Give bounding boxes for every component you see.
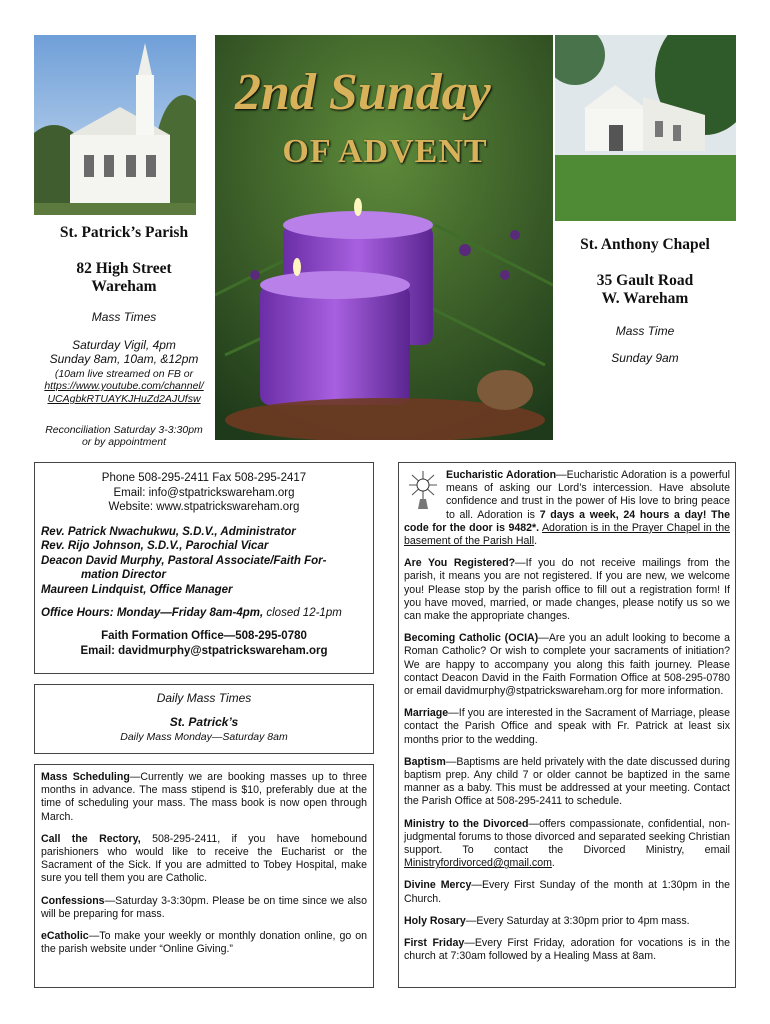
right-note-1: Becoming Catholic (OCIA)—Are you an adult looking to become a Roman Catholic? Or wish to complete your sacraments of initiation? We are happy to accompany you along this faith journey. Please contact Deacon David in the Faith Formation Office at 508-295-0780 or email davidmurphy@stpatrickswareham.org for more information. <box>404 632 730 698</box>
banner-title-line1: 2nd Sunday <box>235 64 491 121</box>
daily-mass-church: St. Patrick’s <box>169 715 239 729</box>
left-notes-list <box>41 771 367 956</box>
youtube-link[interactable]: https://www.youtube.com/channel/ UCAgbkRTUAYKJHuZd2AJUfsw <box>44 380 204 405</box>
live-stream-note: (10am live streamed on FB or <box>54 368 194 380</box>
right-notes-list <box>404 557 730 963</box>
right-note-7: First Friday—Every First Friday, adoration for vocations is in the church at 7:30am followed by a Healing Mass at 8am. <box>404 937 730 963</box>
right-note-5: Divine Mercy—Every First Sunday of the month at 1:30pm in the Church. <box>404 879 730 905</box>
reconciliation-line2: or by appointment <box>81 436 167 448</box>
left-note-3: eCatholic—To make your weekly or monthly donation online, go on the parish website under “Online Giving.” <box>41 930 367 956</box>
parish-address-town: Wareham <box>91 278 157 295</box>
right-notes-box <box>398 462 736 988</box>
chapel-mass-time-label: Mass Time <box>615 324 675 338</box>
staff-deacon-cont: mation Director <box>81 569 166 581</box>
mass-times-line2: Sunday 8am, 10am, &12pm <box>49 352 199 366</box>
st-patricks-church-photo <box>34 35 196 215</box>
left-notes-box <box>34 764 374 988</box>
right-note-2: Marriage—If you are interested in the Sacrament of Marriage, please contact the Parish Office and speak with Fr. Patrick at least six months prior to the wedding. <box>404 707 730 746</box>
staff-administrator: Rev. Patrick Nwachukwu, S.D.V., Administrator <box>41 525 296 538</box>
phone-fax: Phone 508-295-2411 Fax 508-295-2417 <box>101 472 307 484</box>
left-note-1: Call the Rectory, 508-295-2411, if you have homebound parishioners who would like to receive the Eucharist or the Sacrament of the Sick. If you are admitted to Tobey Hospital, make sure you tell them you are Catholic. <box>41 832 368 885</box>
note-eucharistic-adoration: Eucharistic Adoration—Eucharistic Adoration is a powerful means of asking our Lord’s intercession. Have absolute confidence and trust in the power of His love to bring peace to all. Adoration is 7 days a week, 24 hours a day! The code for the door is 9482*. Adoration is in the Prayer Chapel in the basement of the Parish Hall. <box>404 469 730 548</box>
office-email[interactable]: Email: info@stpatrickswareham.org <box>113 486 295 499</box>
st-anthony-chapel-photo <box>555 35 736 221</box>
reconciliation-line1: Reconciliation Saturday 3-3:30pm <box>45 424 203 436</box>
mass-times-line1: Saturday Vigil, 4pm <box>72 338 176 352</box>
staff-deacon: Deacon David Murphy, Pastoral Associate/Faith For- <box>41 554 327 567</box>
chapel-name: St. Anthony Chapel <box>580 236 710 253</box>
note-email-link[interactable]: Ministryfordivorced@gmail.com <box>404 857 552 870</box>
staff-vicar: Rev. Rijo Johnson, S.D.V., Parochial Vicar <box>41 540 269 552</box>
office-website[interactable]: Website: www.stpatrickswareham.org <box>108 501 300 513</box>
right-note-3: Baptism—Baptisms are held privately with the date discussed during baptism prep. Any child 7 or older cannot be baptized in the same manner as a baby. This must be addressed at your meeting. Contact the Parish Office at 508-295-2411 to schedule. <box>404 755 730 808</box>
advent-banner-image <box>215 35 553 440</box>
faith-formation-email[interactable]: Email: davidmurphy@stpatrickswareham.org <box>80 645 328 657</box>
office-contact-box <box>34 462 374 674</box>
daily-mass-times: Daily Mass Monday—Saturday 8am <box>120 731 288 743</box>
left-note-2: Confessions—Saturday 3-3:30pm. Please be on time since we also will be preparing for mass. <box>41 894 367 920</box>
parish-name: St. Patrick’s Parish <box>59 224 189 241</box>
st-anthony-info <box>555 236 735 365</box>
right-note-4: Ministry to the Divorced—offers compassionate, confidential, non-judgmental forums to those divorced and separated seeking Christian support. To contact the Divorced Ministry, email Ministryfordivorced@gmail.com. <box>404 817 730 870</box>
staff-office-manager: Maureen Lindquist, Office Manager <box>41 583 233 596</box>
st-patricks-info <box>34 224 214 448</box>
left-note-0: Mass Scheduling—Currently we are booking masses up to three months in advance. The mass stipend is $10, preferably due at the time of scheduling your mass. The mass book is now open through March. <box>41 771 367 823</box>
office-hours: Office Hours: Monday—Friday 8am-4pm, closed 12-1pm <box>41 607 342 619</box>
daily-mass-title: Daily Mass Times <box>156 691 252 705</box>
chapel-address-street: 35 Gault Road <box>596 272 694 289</box>
daily-mass-box <box>34 684 374 754</box>
mass-times-label: Mass Times <box>91 310 157 324</box>
right-note-0: Are You Registered?—If you do not receive mailings from the parish, it means you are not registered. If you are new, we welcome you! Please stop by the parish office to fill out a registration form! If you have moved, married, or made changes, please notify us so we can make the appropriate changes. <box>404 557 730 623</box>
chapel-mass-time: Sunday 9am <box>611 351 679 365</box>
parish-address-street: 82 High Street <box>76 260 172 277</box>
monstrance-icon <box>404 469 442 511</box>
faith-formation-phone: Faith Formation Office—508-295-0780 <box>101 630 307 642</box>
banner-title-line2: OF ADVENT <box>282 133 488 170</box>
chapel-address-town: W. Wareham <box>601 290 689 307</box>
right-note-6: Holy Rosary—Every Saturday at 3:30pm prior to 4pm mass. <box>404 914 690 927</box>
